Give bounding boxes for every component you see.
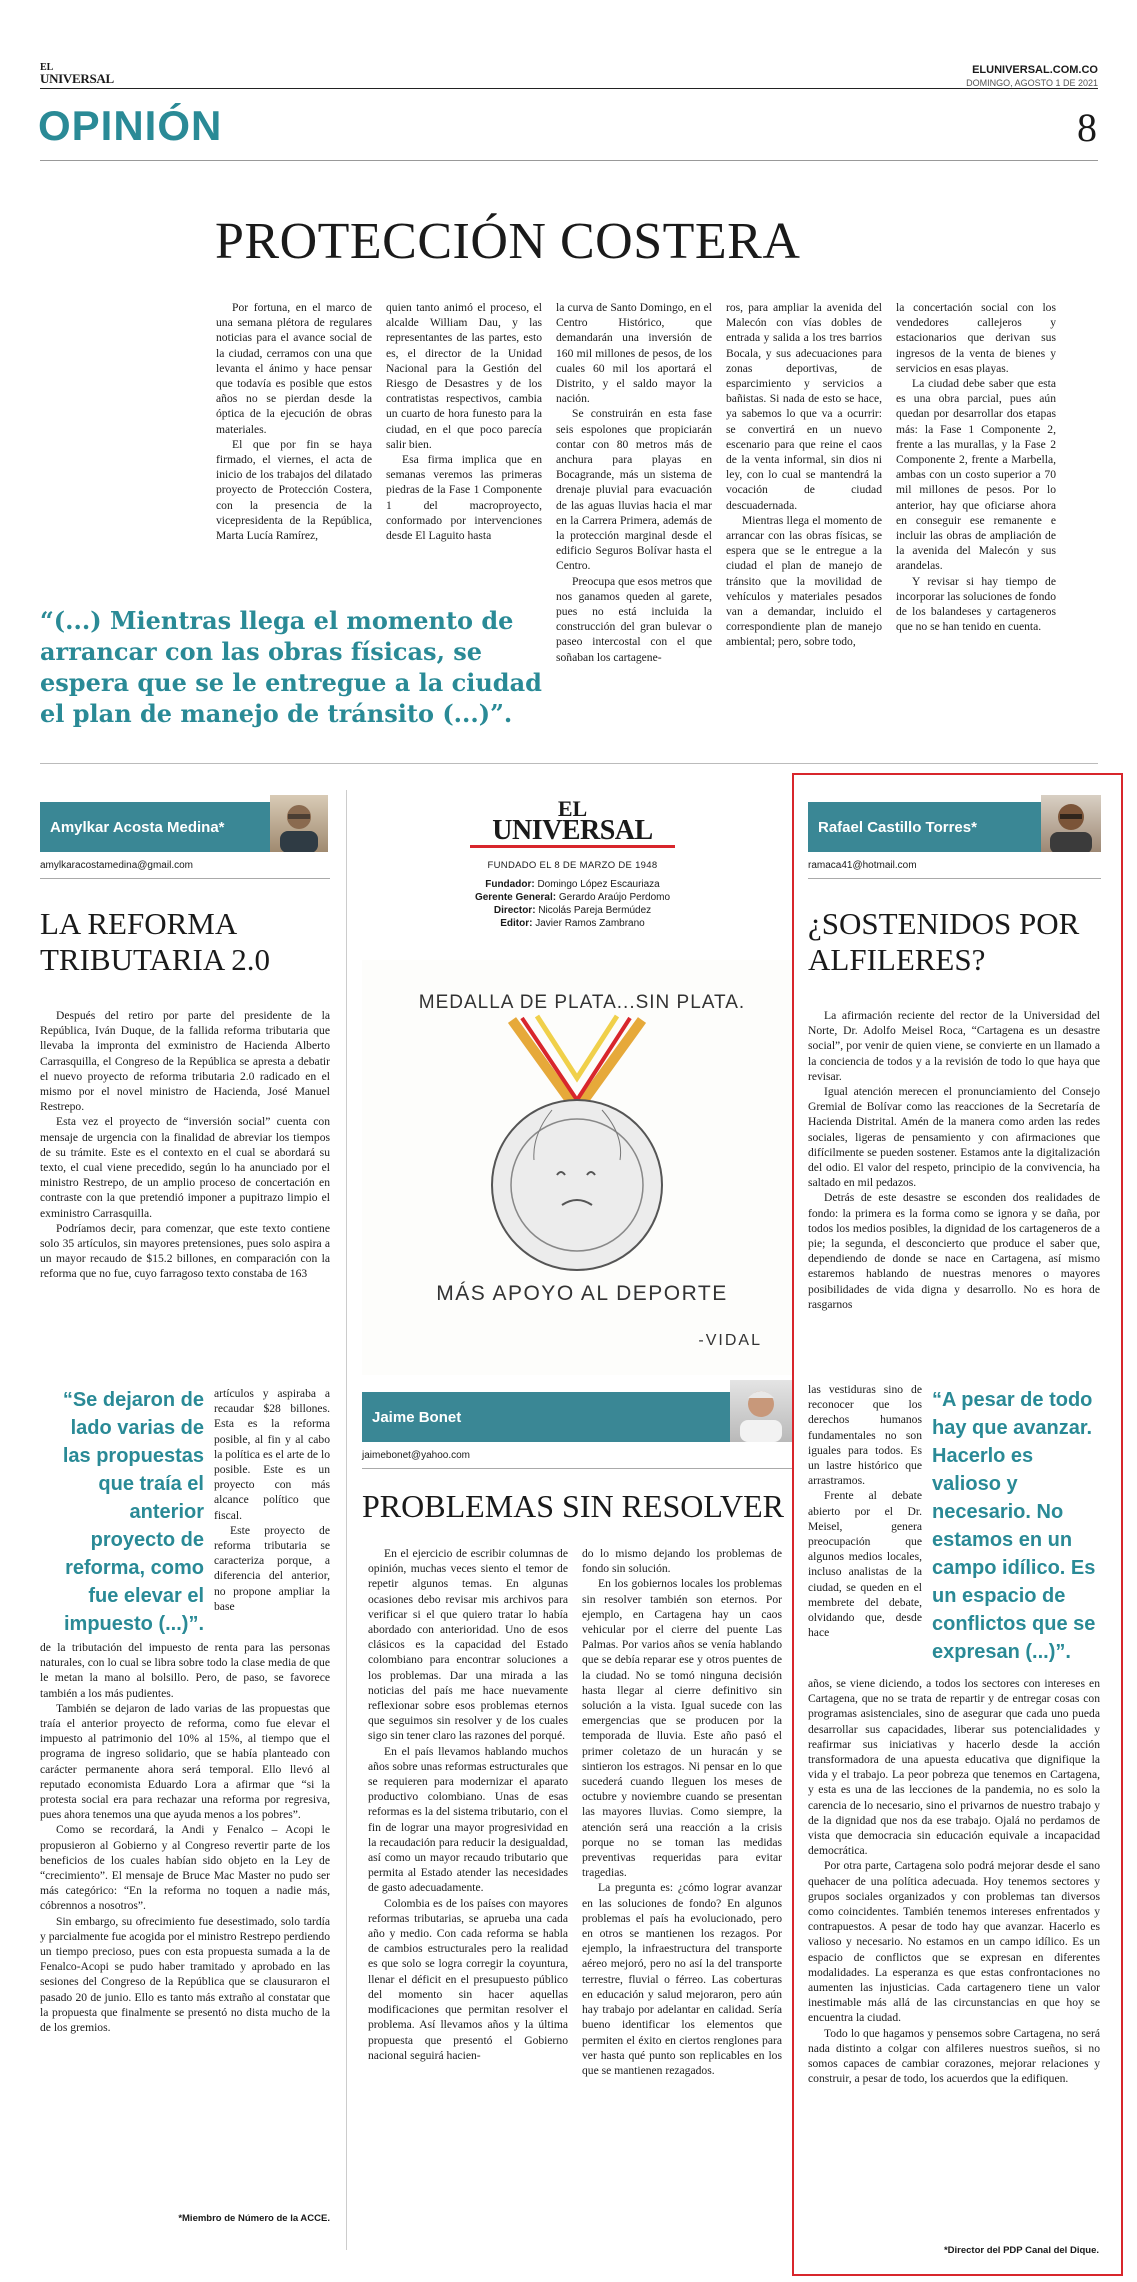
center-logo: EL UNIVERSAL bbox=[470, 798, 675, 848]
editorial-col-1: Por fortuna, en el marco de una semana plétora de regulares noticias para el avance social de la ciudad, cerramos con una que levanta el ánimo y hace pensar que todavía es posible que estos años no se pierdan desde la óptica de la ejecución de obras materiales. El que por fin se haya firmado, el viernes, el acta de inicio de los trabajos del dilatado proyecto de Protección Costera, con la presencia de la vicepresidenta de la República, Marta Lucía Ramírez, bbox=[216, 301, 372, 543]
editorial-cartoon bbox=[362, 960, 792, 1375]
staff-manager: Gerente General: Gerardo Araújo Perdomo bbox=[474, 892, 671, 903]
staff-box bbox=[420, 878, 725, 930]
editorial-col-4: ros, para ampliar la avenida del Malecón con vías dobles de entrada y salida a los tres barrios Bocala, y sus adecuaciones para zonas deportivas, de esparcimiento y servicios a bañistas. Si nada de esto se hace, ya sabemos lo que va a ocurrir: se convertirá en un nuevo escenario para que reine el caos de la venta informal, sin dios ni ley, con lo cual se mantendrá la vocación de ciudad descuadernada. Mientras llega el momento de arrancar con las obras físicas, se espera que se le entregue a la ciudad el plan de manejo de tránsito que la movilidad de vehículos y materiales pesados van a demandar, incluido el correspondiente plan de manejo ambiental; pero, sobre todo, bbox=[726, 301, 882, 649]
divider-left bbox=[346, 790, 347, 2250]
section-title: OPINIÓN bbox=[38, 102, 223, 149]
editorial-title: PROTECCIÓN COSTERA bbox=[215, 213, 801, 270]
article-title-center: PROBLEMAS SIN RESOLVER bbox=[362, 1488, 785, 1524]
portrait-icon bbox=[270, 795, 328, 852]
author-email-left[interactable]: amylkaracostamedina@gmail.com bbox=[40, 860, 193, 871]
email-rule-left bbox=[40, 878, 330, 879]
section-rule bbox=[40, 160, 1098, 161]
editorial-col-5: la concertación social con los vendedores callejeros y estacionarios que derivan sus ingresos de la venta de bienes y servicios en esas playas. La ciudad debe saber que esta es una obra parcial, pues aún quedan por desarrollar dos etapas más: la Fase 1 Componente 2, frente a las murallas, y la Fase 2 Componente 2, frente a Marbella, ambas con un costo superior a 70 mil millones de pesos. Por lo anterior, hay que oficiarse ahora en conseguir ese remanente e incluir las obras de ampliación de la avenida del Malecón y sus arandelas. Y revisar si hay tiempo de incorporar las soluciones de fondo de los balandeses y cartageneros que no se han tenido en cuenta. bbox=[896, 301, 1056, 634]
footnote-left: *Miembro de Número de la ACCE. bbox=[178, 2213, 330, 2224]
issue-date: DOMINGO, AGOSTO 1 DE 2021 bbox=[966, 78, 1098, 88]
small-logo: EL UNIVERSAL bbox=[40, 62, 114, 86]
article-text-right-top: La afirmación reciente del rector de la Universidad del Norte, Dr. Adolfo Meisel Roca, “Cartagena es un desastre social”, por venir de quien viene, se convierte en un llamado a la conciencia de todos y a la revisión de todo lo que haya que revisar. Igual atención merecen el pronunciamiento del Consejo Gremial de Bolívar como las reacciones de la Secretaría de Hacienda Distrital. Amén de la manera como arden las redes sociales, ligeras de pensamiento y con afirmaciones que difícilmente se pueden sostener. Estamos ante la digitalización del odio. El valor del respeto, principio de la convivencia, ha saltado en mil pedazos. Detrás de este desastre se esconden dos realidades de fondo: la primera es la forma como se ignora y se daña, por todos los medios posibles, la dignidad de los cartageneros de a pie; la segunda, el desconcierto que produce el saber que, dependiendo de donde se nace en Cartagena, así mismo estaremos hablando de nuestras menores o mayores posibilidades de vida digna y desarrollo. No es hora de rasgarnos bbox=[808, 1009, 1100, 1311]
article-text-right-left: las vestiduras sino de reconocer que los derechos humanos fundamentales no son iguales para todos. Es un lastre histórico que arrastramos. Frente al debate abierto por el Dr. Meisel, genera preocupación que algunos medios locales, incluso analistas de la ciudad, se queden en el membrete del debate, olvidando que, desde hace bbox=[808, 1383, 922, 1640]
masthead-rule bbox=[40, 88, 1098, 89]
pull-quote-right: “A pesar de todo hay que avanzar. Hacerlo es valioso y necesario. No estamos en un campo idílico. Es un espacio de conflictos que se expresan (...)”. bbox=[932, 1389, 1096, 1663]
avatar-center bbox=[730, 1380, 792, 1442]
founded-line: FUNDADO EL 8 DE MARZO DE 1948 bbox=[487, 860, 658, 871]
article-text-right-bottom: años, se viene diciendo, a todos los sectores con intereses en Cartagena, que no se trata de repartir y de entregar cosas con programas asistenciales, sino de asegurar que cada uno pueda desarrollar sus capacidades, liberar sus potencialidades y reafirmar sus iniciativas y hacerlo desde la acción transformadora de una apuesta educativa que dignifique la vida y el trabajo. La peor pobreza que tenemos en Cartagena, y esta es una de las lecciones de la pandemia, no es solo la carencia de lo necesario, sino el privarnos de nuestro trabajo y de la dignidad que nos da ese trabajo. Ojalá no perdamos de vista que democracia sin educación equivale a incapacidad democrática. Por otra parte, Cartagena solo podrá mejorar desde el sano quehacer de una política adecuada. Hoy tenemos sectores y grupos sociales organizados y con problemas tan diversos como coincidentes. También tenemos intereses enfrentados y contrapuestos. A pesar de todo hay que avanzar. Hacerlo es valioso y necesario. No estamos en un campo idílico. Es un espacio de conflictos que se expresan en diferentes modalidades. La esperanza es que estas confrontaciones no aumenten las injusticias. Cada cartagenero tiene un valor inestimable más allá de las circunstancias en que hoy se encuentra la ciudad. Todo lo que hagamos y pensemos sobre Cartagena, no será nada distinto a colgar con alfileres nuestros sueños, si no somos capaces de cambiar corazones, mejorar relaciones y construir, a pesar de todo, los acuerdos que la edifiquen. bbox=[808, 1677, 1100, 2086]
editorial-col-3: la curva de Santo Domingo, en el Centro Histórico, que demandarán una inversión de 160 mil millones de pesos, de los cuales 60 mil los aportará el Distrito, y el saldo mayor la nación. Se construirán en esta fase seis espolones que propiciarán contar con 80 metros más de anchura para playas en Bocagrande, más un sistema de drenaje pluvial para evacuación de las aguas lluvias hacia el mar en la Carrera Primera, además de la protección marginal desde el edificio Seguros Bolívar hasta el Centro. Preocupa que esos metros que nos ganamos queden al garete, pues no está incluida la construcción del gran bulevar o paseo intercostal con el que soñaban los cartagene- bbox=[556, 301, 712, 664]
article-title-left: LA REFORMA TRIBUTARIA 2.0 bbox=[40, 906, 271, 977]
portrait-icon bbox=[730, 1380, 792, 1442]
author-email-right[interactable]: ramaca41@hotmail.com bbox=[808, 860, 917, 871]
site-url[interactable]: ELUNIVERSAL.COM.CO bbox=[972, 64, 1098, 76]
email-rule-right bbox=[808, 878, 1101, 879]
cartoon-caption-top: MEDALLA DE PLATA...SIN PLATA. bbox=[418, 992, 746, 1013]
author-name-center: Jaime Bonet bbox=[372, 1409, 462, 1426]
page-number: 8 bbox=[1077, 105, 1097, 150]
avatar-right bbox=[1041, 795, 1101, 852]
article-text-center-1: En el ejercicio de escribir columnas de opinión, muchas veces siento el temor de repetir algunos temas. En algunas ocasiones debo revisar mis archivos para verificar si el que quiero tratar lo había abordado con anterioridad. Uno de esos clásicos es la capacidad del Estado colombiano para encontrar soluciones a los problemas. Dar una mirada a las noticias del país me hace nuevamente reflexionar sobre esos problemas eternos que seguimos sin resolver y de los cuales sigo sin tener claro las razones del porqué. En el país llevamos hablando muchos años sobre unas reformas estructurales que se requieren para modernizar el aparato productivo colombiano. Unas de esas reformas es la del sistema tributario, con el fin de lograr una mayor progresividad en la recaudación para reducir la desigualdad, así como un mayor recaudo tributario que permita al Estado atender las necesidades de gasto adecuadamente. Colombia es de los países con mayores reformas tributarias, se aprueba una cada año y medio. Con cada reforma se habla de cambios estructurales pero la realidad es que solo se logra corregir la coyuntura, llenar el déficit en el presupuesto público del momento sin hacer aquellas modificaciones que permitan resolver el problema. Así llevamos años y la última propuesta que presentó el Gobierno nacional seguirá hacien- bbox=[368, 1547, 568, 2062]
editorial-pull-quote: “(...) Mientras llega el momento de arrancar con las obras físicas, se espera que se le entregue a la ciudad el plan de manejo de tránsito (...)”. bbox=[40, 606, 542, 728]
staff-founder: Fundador: Domingo López Escauriaza bbox=[485, 879, 660, 890]
article-text-left-top: Después del retiro por parte del presidente de la República, Iván Duque, de la fallida reforma tributaria que llevaba la impronta del exministro de Hacienda Alberto Carrasquilla, el Congreso de la República se apresta a debatir el nuevo proyecto de reforma tributaria 2.0 radicado en el mismo por el novel ministro de Hacienda, José Manuel Restrepo. Esta vez el proyecto de “inversión social” cuenta con mensaje de urgencia con la finalidad de abreviar los tiempos de su trámite. Este es el contexto en el cual se abordará su texto, el cual viene precedido, según lo ha anunciado por el ministro Restrepo, de un amplio proceso de concertación en contraste con la que pretendió imponer a pupitrazo limpio el exministro Carrasquilla. Podríamos decir, para comenzar, que este texto contiene solo 35 artículos, sin mayores pretensiones, pues solo aspira a un mayor recaudo de $15.2 billones, en comparación con la reforma que no fue, cuyo farragoso texto constaba de 163 bbox=[40, 1009, 330, 1281]
staff-editor: Editor: Javier Ramos Zambrano bbox=[500, 918, 645, 929]
email-rule-center bbox=[362, 1468, 792, 1469]
author-bar-center bbox=[362, 1392, 792, 1442]
article-text-left-right: artículos y aspiraba a recaudar $28 billones. Esta es la reforma posible, al fin y al cabo la política es el arte de lo posible. Este es un proyecto con más alcance político que fiscal. Este proyecto de reforma tributaria se caracteriza porque, a diferencia del anterior, no propone ampliar la base bbox=[214, 1387, 330, 1613]
author-name-left: Amylkar Acosta Medina* bbox=[50, 819, 225, 836]
medal-drawing bbox=[362, 960, 792, 1375]
author-name-right: Rafael Castillo Torres* bbox=[818, 819, 977, 836]
portrait-icon bbox=[1041, 795, 1101, 852]
pull-quote-left: “Se dejaron de lado varias de las propuestas que traía el anterior proyecto de reforma, como fue elevar el impuesto (...)”. bbox=[62, 1389, 204, 1635]
author-email-center[interactable]: jaimebonet@yahoo.com bbox=[362, 1450, 470, 1461]
editorial-rule bbox=[40, 763, 1098, 764]
article-text-center-2: do lo mismo dejando los problemas de fondo sin solución. En los gobiernos locales los problemas sin resolver también son eternos. Por ejemplo, en Cartagena hay un caos vehicular por el cierre del puente Las Palmas. Por varios años se venía hablando que se debía reparar ese y otros puentes de la ciudad. No se tomó ninguna decisión hasta llegar al cierre definitivo sin solución a la vista. Igual sucede con las emergencias que se producen por la temporada de lluvia. Este año pasó el primer coletazo de un huracán y se sintieron los estragos. Ni pensar en lo que sucederá cuando lleguen los meses de octubre y noviembre cuando se presentan las mayores lluvias. Como siempre, la atención será una reacción a la crisis porque no se toman las medidas preventivas requeridas para evitar tragedias. La pregunta es: ¿cómo lograr avanzar en las soluciones de fondo? En algunos problemas el país ha evolucionado, pero en otros se mantienen los rezagos. Por ejemplo, la infraestructura del transporte aéreo mejoró, pero no así la del transporte terrestre, fluvial o férreo. Las coberturas en educación y salud mejoraron, pero aún hay trabajo por adelantar en calidad. Sería bueno identificar los elementos que permiten el éxito en ciertos renglones para ver hasta qué punto son replicables en los que se mantienen rezagados. bbox=[582, 1547, 782, 2077]
cartoon-signature: -VIDAL bbox=[698, 1332, 762, 1349]
article-text-left-bottom: de la tributación del impuesto de renta para las personas naturales, con lo cual se libra sobre todo la clase media de que le metan la mano al bolsillo. Pero, de paso, se favorece también a los más pudientes. También se dejaron de lado varias de las propuestas que traía el anterior proyecto de reforma, como fue elevar el impuesto al patrimonio del 10% al 15%, al tiempo que el programa de ingreso solidario, que se había planteado con carácter permanente ahora será temporal. Ello llevó al reputado economista Eduardo Lora a afirmar que “si la protesta social era para rechazar una reforma por regresiva, pues ahora tenemos una que ayuda menos a los pobres”. Como se recordará, la Andi y Fenalco – Acopi le propusieron al Gobierno y al Congreso revertir parte de los beneficios de los cuales habían sido objeto en la Ley de “crecimiento”. El mensaje de Bruce Mac Master no pudo ser más categórico: “En la reforma no toquen a nadie más, cóbrennos a nosotros”. Sin embargo, su ofrecimiento fue desestimado, solo tardía y parcialmente fue acogida por el ministro Restrepo perdiendo un tiempo precioso, pues con esta propuesta sumada a la de Fenalco-Acopi se pudo haber tramitado y aprobado en las sesiones del Congreso de la República que se clausuraron el pasado 20 de junio. Ello es tanto más extraño al constatar que la propuesta que finalmente se presentó no dista mucho de la de los gremios. bbox=[40, 1641, 330, 2035]
editorial-col-2: quien tanto animó el proceso, el alcalde William Dau, y las representantes de las partes, esto es, el director de la Unidad Nacional para la Gestión del Riesgo de Desastres y de los contratistas respectivos, cambia un cuarto de hora funesto para la ciudad, en el que poco parecía salir bien. Esa firma implica que en semanas veremos las primeras piedras de la Fase 1 Componente 1 del macroproyecto, conformado por intervenciones desde El Laguito hasta bbox=[386, 301, 542, 543]
footnote-right: *Director del PDP Canal del Dique. bbox=[943, 2245, 1099, 2256]
avatar-left bbox=[270, 795, 328, 852]
staff-director: Director: Nicolás Pareja Bermúdez bbox=[493, 905, 652, 916]
cartoon-caption-bottom: MÁS APOYO AL DEPORTE bbox=[436, 1282, 728, 1305]
article-title-right: ¿SOSTENIDOS POR ALFILERES? bbox=[808, 906, 1080, 977]
